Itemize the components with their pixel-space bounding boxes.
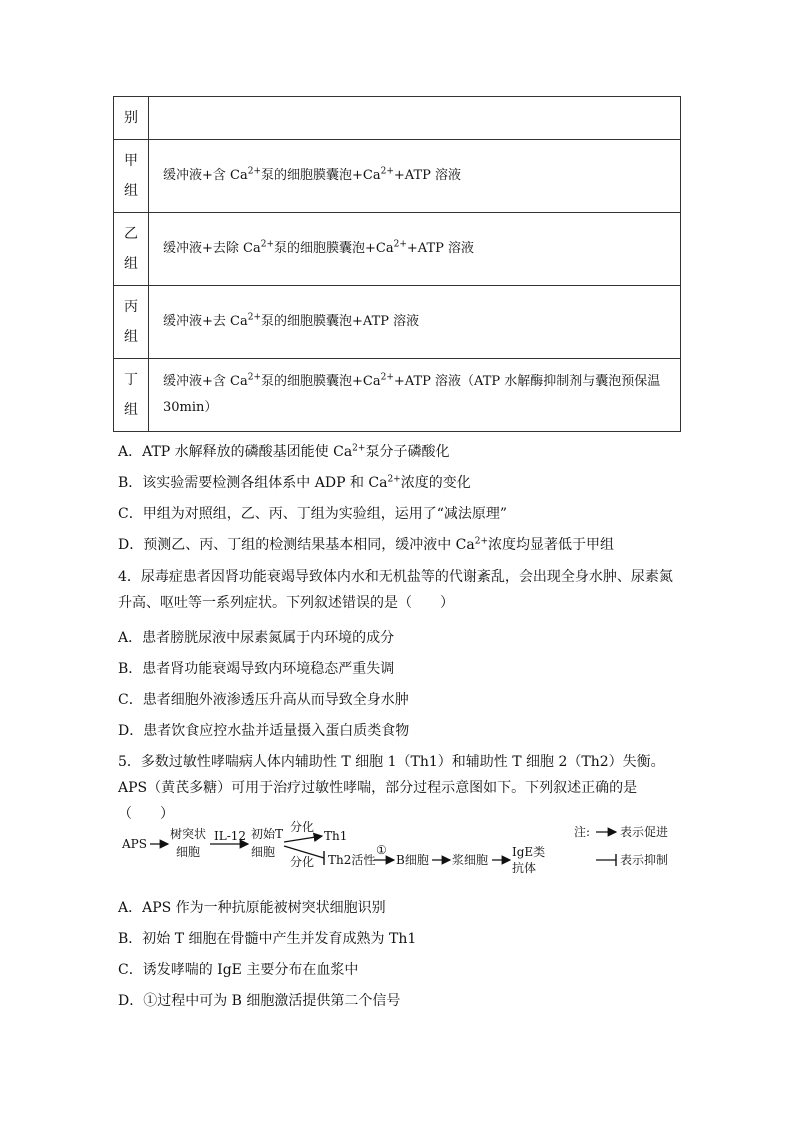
dc-label-2: 细胞 bbox=[176, 845, 201, 859]
content-cell bbox=[149, 97, 681, 140]
q4-option-a: A．患者膀胱尿液中尿素氮属于内环境的成分 bbox=[118, 630, 395, 646]
group-cell bbox=[114, 97, 149, 140]
arrow-naive-th1 bbox=[284, 836, 322, 842]
legend-inhibit-label: 表示抑制 bbox=[620, 853, 669, 867]
table-row bbox=[114, 286, 681, 359]
q3-option-c: C．甲组为对照组，乙、丙、丁组为实验组，运用了“减法原理” bbox=[118, 506, 508, 522]
content-cell: 缓冲液+去 $Ca^{2+}$泵的细胞膜囊泡+ATP 溶液 bbox=[149, 286, 681, 359]
th2-label: Th2活性 bbox=[328, 853, 376, 867]
table-row bbox=[114, 359, 681, 432]
group-label: 甲组 bbox=[124, 152, 138, 199]
group-cell bbox=[114, 213, 149, 286]
q5-option-d: D．①过程中可为 B 细胞激活提供第二个信号 bbox=[118, 993, 401, 1009]
experiment-table bbox=[113, 96, 681, 432]
step-circle: ① bbox=[376, 843, 387, 857]
group-cell bbox=[114, 140, 149, 213]
content-cell: 缓冲液+含 $Ca^{2+}$泵的细胞膜囊泡$+Ca^{2+}+ATP$ 溶液 bbox=[149, 140, 681, 213]
ige-label-2: 抗体 bbox=[512, 861, 537, 875]
plasma-cell-label: 浆细胞 bbox=[452, 853, 489, 867]
q4-option-b: B．患者肾功能衰竭导致内环境稳态严重失调 bbox=[118, 661, 395, 677]
q5-option-b: B．初始 T 细胞在骨髓中产生并发育成熟为 Th1 bbox=[118, 931, 417, 947]
table-row bbox=[114, 213, 681, 286]
group-label: 丁组 bbox=[124, 371, 138, 418]
naive-t-label-2: 细胞 bbox=[251, 845, 276, 859]
q3-option-b: B．该实验需要检测各组体系中 ADP 和 $Ca^{2+}$浓度的变化 bbox=[118, 474, 471, 491]
legend-title: 注: bbox=[574, 825, 591, 839]
diff-label-1: 分化 bbox=[290, 820, 315, 834]
il12-label: IL-12 bbox=[214, 829, 247, 843]
group-label: 乙组 bbox=[124, 225, 138, 272]
naive-t-label-1: 初始T bbox=[251, 827, 284, 841]
table-row bbox=[114, 97, 681, 140]
ige-label-1: IgE类 bbox=[512, 845, 546, 859]
q3-option-d: D．预测乙、丙、丁组的检测结果基本相同，缓冲液中 $Ca^{2+}$浓度均显著低于甲组 bbox=[118, 536, 615, 553]
table-row bbox=[114, 140, 681, 213]
content-cell: 缓冲液+含 $Ca^{2+}$泵的细胞膜囊泡$+Ca^{2+}+ATP$ 溶液（ATP 水解酶抑制剂与囊泡预保温 30min） bbox=[149, 359, 681, 432]
legend-promote-label: 表示促进 bbox=[620, 825, 669, 839]
group-cell bbox=[114, 359, 149, 432]
content-cell: 缓冲液+去除 $Ca^{2+}$泵的细胞膜囊泡$+Ca^{2+}+ATP$ 溶液 bbox=[149, 213, 681, 286]
group-label: 丙组 bbox=[124, 298, 138, 345]
group-label: 别 bbox=[124, 110, 138, 126]
diff-label-2: 分化 bbox=[290, 855, 315, 869]
q4-option-d: D．患者饮食应控水盐并适量摄入蛋白质类食物 bbox=[118, 723, 410, 739]
group-cell bbox=[114, 286, 149, 359]
dc-label-1: 树突状 bbox=[170, 827, 207, 841]
immune-process-diagram bbox=[118, 818, 678, 882]
q5-stem: 5．多数过敏性哮喘病人体内辅助性 T 细胞 1（Th1）和辅助性 T 细胞 2（Th2）失衡。APS（黄芪多糖）可用于治疗过敏性哮喘，部分过程示意图如下。下列叙述正确的是（ ） bbox=[118, 754, 665, 822]
q4-option-c: C．患者细胞外液渗透压升高从而导致全身水肿 bbox=[118, 692, 409, 708]
q5-option-a: A．APS 作为一种抗原能被树突状细胞识别 bbox=[118, 900, 386, 916]
q3-option-a: A．ATP 水解释放的磷酸基团能使 $Ca^{2+}$泵分子磷酸化 bbox=[118, 443, 450, 460]
q5-option-c: C．诱发哮喘的 IgE 主要分布在血浆中 bbox=[118, 962, 359, 978]
q4-stem: 4．尿毒症患者因肾功能衰竭导致体内水和无机盐等的代谢紊乱，会出现全身水肿、尿素氮升高、呕吐等一系列症状。下列叙述错误的是（ ） bbox=[118, 569, 673, 611]
b-cell-label: B细胞 bbox=[396, 853, 429, 867]
th1-label: Th1 bbox=[324, 829, 348, 843]
aps-label: APS bbox=[122, 837, 147, 851]
